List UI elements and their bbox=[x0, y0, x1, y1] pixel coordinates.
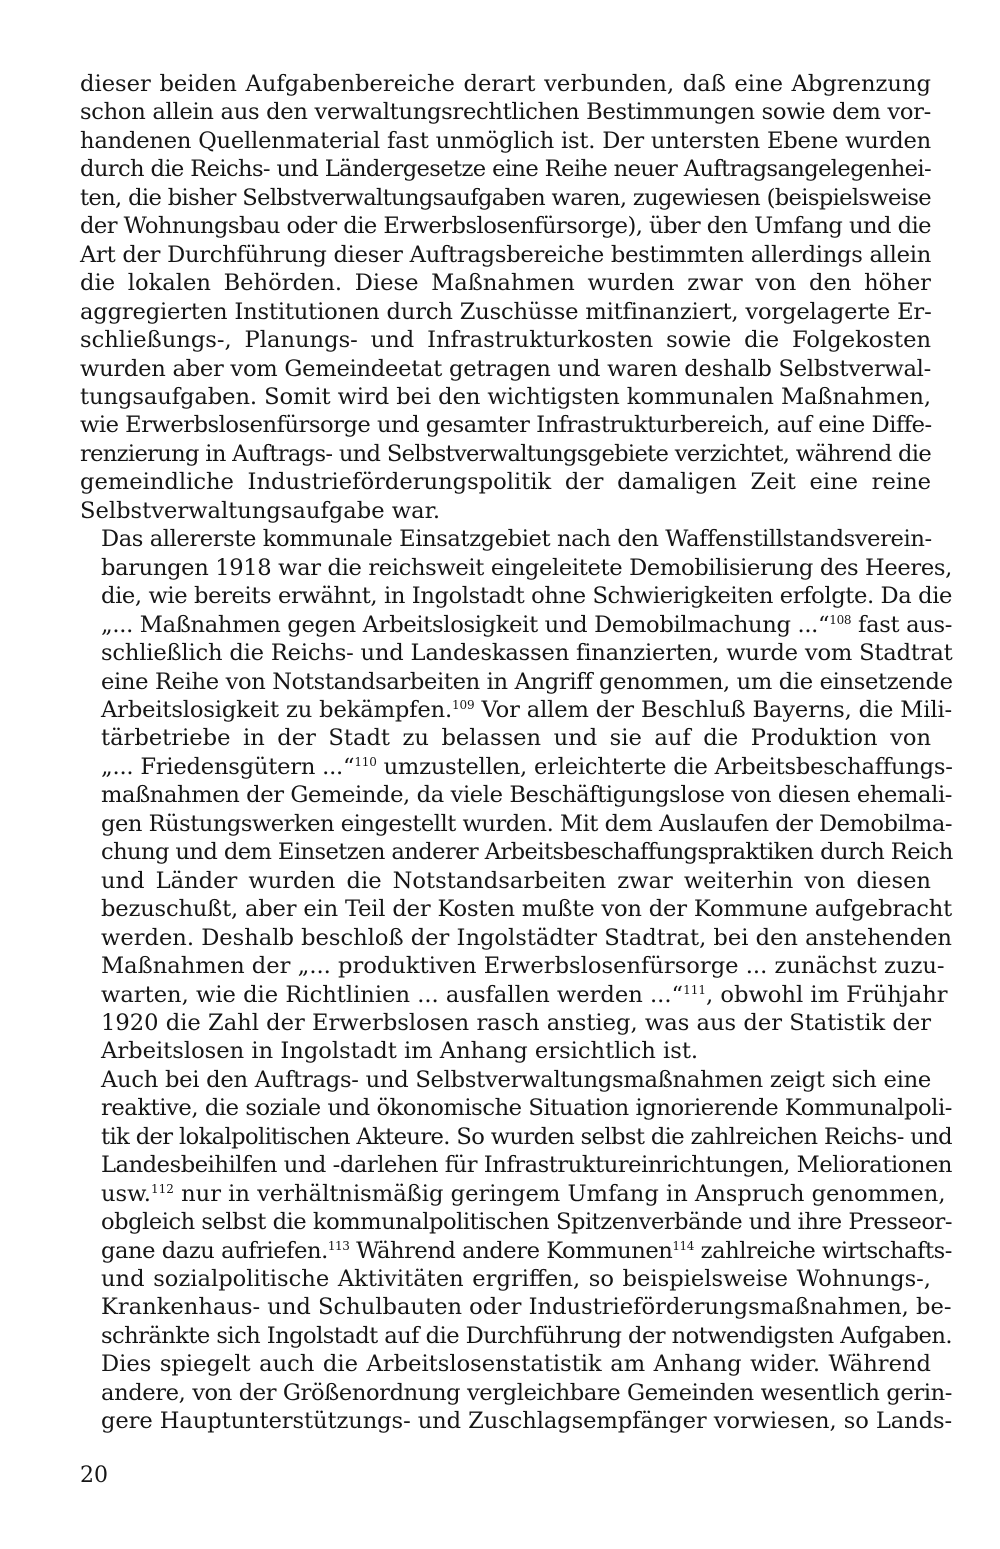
text-line: der Wohnungsbau oder die Erwerbslosenfürsorge), über den Umfang und die bbox=[80, 213, 932, 240]
text-line: Arbeitslosen in Ingolstadt im Anhang ersichtlich ist. bbox=[101, 1038, 699, 1065]
text-line: wurden aber vom Gemeindeetat getragen und waren deshalb Selbstverwal- bbox=[80, 355, 932, 382]
document-page bbox=[80, 70, 953, 1436]
text-line: chung und dem Einsetzen anderer Arbeitsbeschaffungspraktiken durch Reich bbox=[101, 839, 953, 866]
text-line: gere Hauptunterstützungs- und Zuschlagsempfänger vorwiesen, so Lands- bbox=[101, 1408, 953, 1435]
text-line: barungen 1918 war die reichsweit eingeleitete Demobilisierung des Heeres, bbox=[101, 554, 952, 581]
text-line: Auch bei den Auftrags- und Selbstverwaltungsmaßnahmen zeigt sich eine bbox=[101, 1066, 931, 1093]
text-line: Das allererste kommunale Einsatzgebiet nach den Waffenstillstandsverein- bbox=[101, 526, 932, 553]
text-line: tik der lokalpolitischen Akteure. So wurden selbst die zahlreichen Reichs- und bbox=[101, 1123, 952, 1150]
text-line: schränkte sich Ingolstadt auf die Durchführung der notwendigsten Aufgaben. bbox=[101, 1322, 952, 1349]
footnote-marker: 108 bbox=[829, 612, 852, 627]
text-line: reaktive, die soziale und ökonomische Situation ignorierende Kommunalpoli- bbox=[101, 1095, 952, 1122]
footnote-marker: 113 bbox=[327, 1238, 350, 1253]
text-line: usw.$^{112}$ nur in verhältnismäßig geringem Umfang in Anspruch genommen, bbox=[101, 1180, 946, 1207]
text-line: gemeindliche Industrieförderungspolitik der damaligen Zeit eine reine bbox=[80, 469, 931, 496]
text-line: Selbstverwaltungsaufgabe war. bbox=[80, 497, 441, 524]
footnote-marker: 110 bbox=[354, 754, 377, 769]
text-line: maßnahmen der Gemeinde, da viele Beschäftigungslose von diesen ehemali- bbox=[101, 782, 953, 809]
footnote-marker: 111 bbox=[683, 982, 707, 997]
footnote-marker: 114 bbox=[672, 1238, 694, 1253]
text-line: schon allein aus den verwaltungsrechtlichen Bestimmungen sowie dem vor- bbox=[80, 99, 931, 126]
page-number: 20 bbox=[80, 1463, 108, 1488]
text-line: handenen Quellenmaterial fast unmöglich ist. Der untersten Ebene wurden bbox=[80, 127, 931, 154]
text-line: ten, die bisher Selbstverwaltungsaufgaben waren, zugewiesen (beispielsweise bbox=[80, 184, 931, 211]
text-line: werden. Deshalb beschloß der Ingolstädter Stadtrat, bei den anstehenden bbox=[101, 924, 952, 951]
text-line: Art der Durchführung dieser Auftragsbereiche bestimmten allerdings allein bbox=[80, 241, 932, 268]
text-line: Dies spiegelt auch die Arbeitslosenstatistik am Anhang wider. Während bbox=[101, 1351, 931, 1378]
text-line: tungsaufgaben. Somit wird bei den wichtigsten kommunalen Maßnahmen, bbox=[80, 383, 931, 410]
text-line: schließlich die Reichs- und Landeskassen finanzierten, wurde vom Stadtrat bbox=[101, 640, 953, 667]
text-line: die, wie bereits erwähnt, in Ingolstadt ohne Schwierigkeiten erfolgte. Da die bbox=[101, 583, 953, 610]
text-line: warten, wie die Richtlinien ... ausfallen werden ...“$^{111}$, obwohl im Frühjahr bbox=[101, 981, 948, 1008]
paragraph bbox=[80, 525, 953, 1066]
paragraph bbox=[80, 70, 931, 525]
text-line: und sozialpolitische Aktivitäten ergriffen, so beispielsweise Wohnungs-, bbox=[101, 1266, 931, 1293]
text-line: bezuschußt, aber ein Teil der Kosten mußte von der Kommune aufgebracht bbox=[101, 896, 953, 923]
text-line: und Länder wurden die Notstandsarbeiten zwar weiterhin von diesen bbox=[101, 867, 931, 894]
text-line: aggregierten Institutionen durch Zuschüsse mitfinanziert, vorgelagerte Er- bbox=[80, 298, 932, 325]
footnote-marker: 112 bbox=[151, 1181, 174, 1196]
text-line: Maßnahmen der „... produktiven Erwerbslosenfürsorge ... zunächst zuzu- bbox=[101, 953, 945, 980]
text-line: wie Erwerbslosenfürsorge und gesamter Infrastrukturbereich, auf eine Diffe- bbox=[80, 412, 932, 439]
text-line: gen Rüstungswerken eingestellt wurden. Mit dem Auslaufen der Demobilma- bbox=[101, 810, 952, 837]
text-line: Arbeitslosigkeit zu bekämpfen.$^{109}$ Vor allem der Beschluß Bayerns, die Mili- bbox=[101, 696, 952, 723]
text-line: obgleich selbst die kommunalpolitischen Spitzenverbände und ihre Presseor- bbox=[101, 1209, 952, 1236]
text-line: schließungs-, Planungs- und Infrastrukturkosten sowie die Folgekosten bbox=[80, 327, 931, 354]
text-line: 1920 die Zahl der Erwerbslosen rasch anstieg, was aus der Statistik der bbox=[101, 1009, 931, 1036]
text-line: andere, von der Größenordnung vergleichbare Gemeinden wesentlich gerin- bbox=[101, 1379, 953, 1406]
text-line: gane dazu aufriefen.$^{113}$ Während andere Kommunen$^{114}$ zahlreiche wirtschafts- bbox=[101, 1237, 952, 1264]
text-line: Landesbeihilfen und -darlehen für Infrastruktureinrichtungen, Meliorationen bbox=[101, 1152, 952, 1179]
text-line: tärbetriebe in der Stadt zu belassen und sie auf die Produktion von bbox=[101, 725, 931, 752]
text-line: „... Friedensgütern ...“$^{110}$ umzustellen, erleichterte die Arbeitsbeschaffungs- bbox=[101, 753, 953, 780]
text-line: Krankenhaus- und Schulbauten oder Industrieförderungsmaßnahmen, be- bbox=[101, 1294, 952, 1321]
text-line: durch die Reichs- und Ländergesetze eine Reihe neuer Auftragsangelegenhei- bbox=[80, 156, 931, 183]
text-line: eine Reihe von Notstandsarbeiten in Angriff genommen, um die einsetzende bbox=[101, 668, 953, 695]
paragraph bbox=[80, 1066, 953, 1436]
text-line: dieser beiden Aufgabenbereiche derart verbunden, daß eine Abgrenzung bbox=[80, 71, 931, 97]
text-line: renzierung in Auftrags- und Selbstverwaltungsgebiete verzichtet, während die bbox=[80, 440, 932, 467]
footnote-marker: 109 bbox=[452, 697, 475, 712]
text-line: „... Maßnahmen gegen Arbeitslosigkeit und Demobilmachung ...“$^{108}$ fast aus- bbox=[101, 611, 953, 638]
text-line: die lokalen Behörden. Diese Maßnahmen wurden zwar von den höher bbox=[80, 270, 931, 297]
